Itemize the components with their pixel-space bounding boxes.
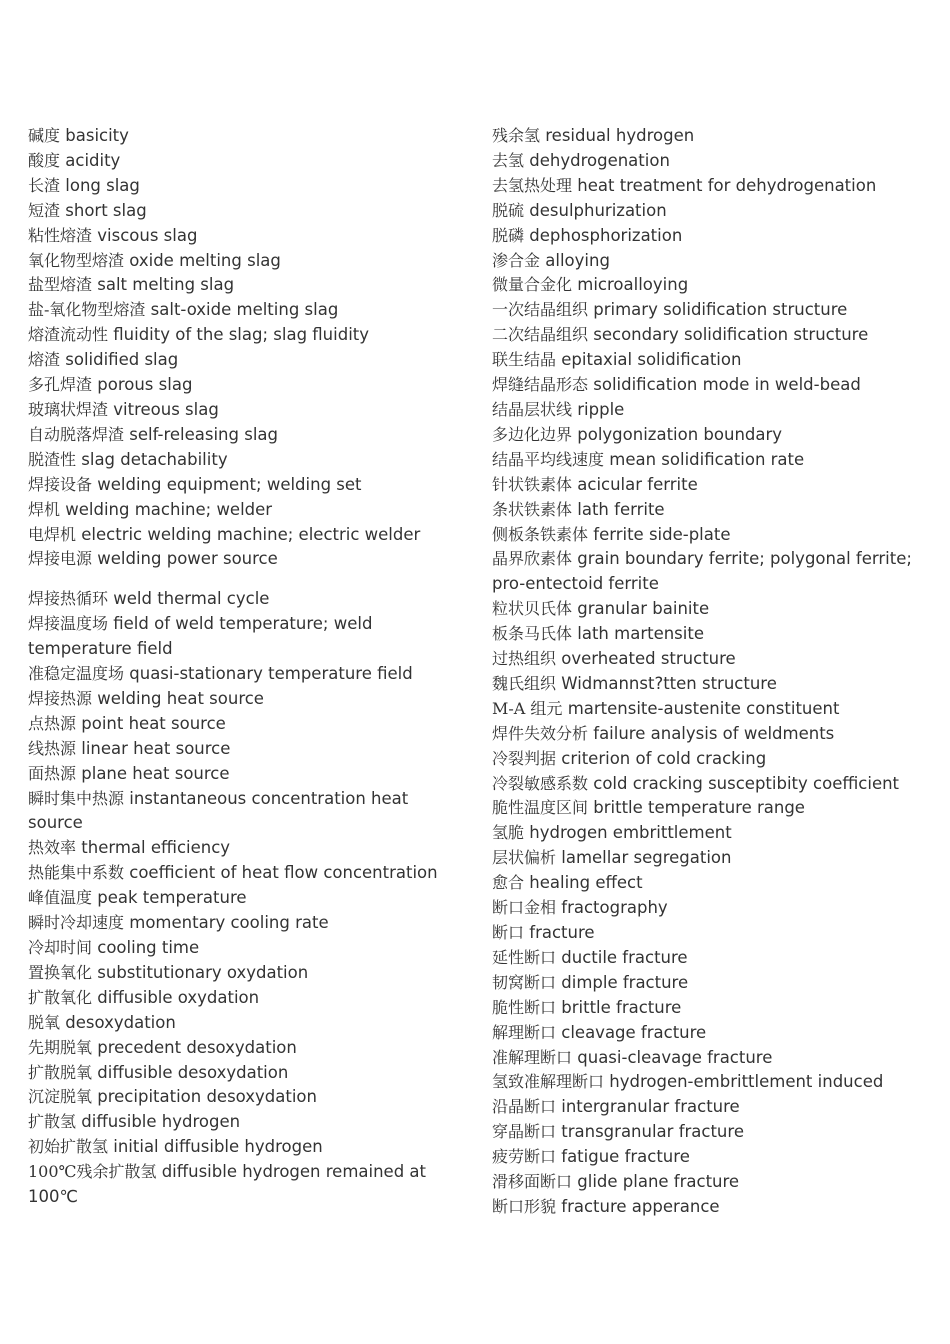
term-chinese: 准稳定温度场 [28,664,125,684]
term-chinese: 愈合 [492,873,525,893]
term-english: heat treatment for dehydrogenation [577,175,877,195]
term-chinese: M-A 组元 [492,698,563,718]
term-chinese: 联生结晶 [492,350,557,370]
term-english: short slag [65,200,147,220]
term-chinese: 脱氧 [28,1012,61,1032]
term-chinese: 扩散脱氧 [28,1062,93,1082]
term-english: transgranular fracture [561,1122,744,1142]
term-english: electric welding machine; electric welder [81,524,421,544]
term-english: martensite-austenite constituent [567,698,840,718]
glossary-entry [492,821,932,846]
glossary-entry [28,836,458,861]
term-english: precedent desoxydation [97,1037,297,1057]
term-english: solidified slag [65,350,179,370]
glossary-entry [492,498,932,523]
glossary-entry [28,498,458,523]
term-english: self-releasing slag [129,424,278,444]
term-chinese: 盐型熔渣 [28,275,93,295]
term-english: diffusible hydrogen [81,1112,241,1132]
term-chinese: 氢脆 [492,823,525,843]
term-chinese: 脱硫 [492,200,525,220]
term-chinese: 扩散氢 [28,1112,77,1132]
right-group [492,124,932,1220]
term-english: glide plane fracture [577,1172,740,1192]
term-english: brittle temperature range [593,798,805,818]
term-english: Widmannst?tten structure [561,673,777,693]
glossary-entry [492,547,932,597]
term-english: momentary cooling rate [129,913,329,933]
term-chinese: 先期脱氧 [28,1037,93,1057]
term-chinese: 微量合金化 [492,275,573,295]
glossary-entry [492,622,932,647]
term-english: acicular ferrite [577,474,698,494]
term-english: criterion of cold cracking [561,748,767,768]
term-chinese: 瞬时集中热源 [28,788,125,808]
term-chinese: 100℃残余扩散氢 [28,1162,157,1182]
glossary-entry [28,986,458,1011]
term-english: viscous slag [97,225,198,245]
glossary-entry [492,1095,932,1120]
term-chinese: 焊机 [28,499,61,519]
glossary-entry [28,687,458,712]
glossary-entry [28,249,458,274]
glossary-entry [28,961,458,986]
term-chinese: 熔渣流动性 [28,325,109,345]
term-chinese: 准解理断口 [492,1047,573,1067]
term-english: granular bainite [577,599,710,619]
glossary-entry [492,697,932,722]
term-chinese: 断口形貌 [492,1196,557,1216]
left-group-2 [28,587,458,1210]
term-chinese: 结晶平均线速度 [492,449,605,469]
term-chinese: 熔渣 [28,350,61,370]
term-chinese: 板条马氏体 [492,624,573,644]
term-chinese: 沿晶断口 [492,1097,557,1117]
term-chinese: 短渣 [28,200,61,220]
term-english: fluidity of the slag; slag fluidity [113,325,370,345]
term-chinese: 渗合金 [492,250,541,270]
term-english: desoxydation [65,1012,176,1032]
term-chinese: 穿晶断口 [492,1122,557,1142]
term-english: cold cracking susceptibity coefficient [593,773,900,793]
term-chinese: 冷裂敏感系数 [492,773,589,793]
glossary-entry [492,1021,932,1046]
term-chinese: 冷却时间 [28,938,93,957]
term-english: welding heat source [97,688,264,708]
term-english: peak temperature [97,888,247,908]
term-chinese: 电焊机 [28,524,77,544]
glossary-entry [28,1110,458,1135]
term-english: linear heat source [81,738,231,758]
glossary-entry [492,1046,932,1071]
glossary-entry [492,1070,932,1095]
glossary-entry [492,124,932,149]
glossary-entry [28,1036,458,1061]
term-english: diffusible oxydation [97,987,260,1007]
term-chinese: 晶界欣素体 [492,549,573,569]
glossary-entry [492,647,932,672]
glossary-entry [28,423,458,448]
term-chinese: 盐-氧化物型熔渣 [28,300,146,320]
glossary-entry [28,1085,458,1110]
term-chinese: 氧化物型熔渣 [28,250,125,270]
term-english: slag detachability [81,449,228,469]
term-chinese: 沉淀脱氧 [28,1087,93,1107]
right-column [492,124,932,1220]
glossary-entry [492,398,932,423]
glossary-entry [492,348,932,373]
glossary-entry [28,348,458,373]
term-english: polygonization boundary [577,424,783,444]
term-chinese: 焊接设备 [28,474,93,494]
term-chinese: 热能集中系数 [28,863,125,883]
term-chinese: 粒状贝氏体 [492,599,573,619]
term-english: precipitation desoxydation [97,1087,317,1107]
term-english: solidification mode in weld-bead [593,375,861,395]
glossary-entry [492,298,932,323]
term-english: field of weld temperature; weld temperature field [28,614,373,659]
glossary-entry [492,149,932,174]
term-english: hydrogen embrittlement [529,823,732,843]
glossary-entry [492,224,932,249]
term-english: substitutionary oxydation [97,962,309,982]
term-english: hydrogen-embrittlement induced [609,1072,884,1092]
term-chinese: 酸度 [28,150,61,170]
glossary-entry [28,398,458,423]
term-chinese: 脱渣性 [28,449,77,469]
term-english: ferrite side-plate [593,524,731,544]
term-chinese: 初始扩散氢 [28,1137,109,1157]
term-chinese: 疲劳断口 [492,1147,557,1167]
term-chinese: 过热组织 [492,649,557,669]
glossary-entry [492,473,932,498]
group-spacer [28,572,458,587]
term-chinese: 侧板条铁素体 [492,524,589,544]
term-english: fracture apperance [561,1196,720,1216]
term-english: lath martensite [577,624,704,644]
glossary-entry [28,662,458,687]
term-chinese: 自动脱落焊渣 [28,424,125,444]
glossary-entry [28,448,458,473]
term-english: vitreous slag [113,399,219,419]
term-english: overheated structure [561,649,736,669]
glossary-entry [492,772,932,797]
glossary-entry [28,1135,458,1160]
term-english: ripple [577,399,625,419]
glossary-entry [492,199,932,224]
term-chinese: 脱磷 [492,225,525,245]
term-chinese: 层状偏析 [492,848,557,868]
glossary-entry [492,373,932,398]
glossary-entry [28,712,458,737]
glossary-entry [28,861,458,886]
term-chinese: 多边化边界 [492,424,573,444]
term-chinese: 面热源 [28,763,77,783]
term-chinese: 置换氧化 [28,962,93,982]
term-chinese: 焊接电源 [28,549,93,569]
glossary-entry [28,298,458,323]
glossary-entry [492,597,932,622]
glossary-entry [28,373,458,398]
term-english: ductile fracture [561,947,688,967]
glossary-entry [492,971,932,996]
glossary-entry [28,911,458,936]
term-chinese: 玻璃状焊渣 [28,399,109,419]
glossary-entry [28,473,458,498]
glossary-entry [492,423,932,448]
term-english: instantaneous concentration heat source [28,788,409,833]
glossary-entry [492,871,932,896]
term-chinese: 峰值温度 [28,888,93,908]
glossary-entry [492,1120,932,1145]
term-chinese: 焊接热循环 [28,589,109,609]
term-chinese: 针状铁素体 [492,474,573,494]
glossary-entry [28,547,458,572]
term-chinese: 焊缝结晶形态 [492,375,589,395]
term-chinese: 焊件失效分析 [492,723,589,743]
term-english: cooling time [97,938,200,957]
term-english: acidity [65,150,121,170]
term-english: diffusible desoxydation [97,1062,289,1082]
term-english: intergranular fracture [561,1097,740,1117]
term-english: plane heat source [81,763,230,783]
term-english: dehydrogenation [529,150,670,170]
term-chinese: 粘性熔渣 [28,225,93,245]
glossary-entry [28,124,458,149]
term-english: mean solidification rate [609,449,805,469]
glossary-entry [28,174,458,199]
term-english: microalloying [577,275,689,295]
glossary-entry [492,174,932,199]
glossary-entry [28,886,458,911]
term-chinese: 一次结晶组织 [492,300,589,320]
term-chinese: 瞬时冷却速度 [28,913,125,933]
term-english: desulphurization [529,200,667,220]
glossary-entry [492,273,932,298]
term-chinese: 焊接温度场 [28,614,109,634]
glossary-entry [28,273,458,298]
term-english: welding machine; welder [65,499,273,519]
term-english: alloying [545,250,610,270]
glossary-entry [28,323,458,348]
glossary-entry [492,946,932,971]
term-chinese: 条状铁素体 [492,499,573,519]
glossary-entry [492,796,932,821]
term-chinese: 脆性温度区间 [492,798,589,818]
term-english: salt-oxide melting slag [150,300,339,320]
term-english: point heat source [81,713,226,733]
term-english: failure analysis of weldments [593,723,835,743]
term-english: dimple fracture [561,972,689,992]
glossary-entry [28,199,458,224]
term-english: quasi-stationary temperature field [129,664,413,684]
glossary-entry [492,1145,932,1170]
term-chinese: 氢致准解理断口 [492,1072,605,1092]
glossary-entry [28,1061,458,1086]
term-english: porous slag [97,375,193,395]
term-chinese: 二次结晶组织 [492,325,589,345]
glossary-entry [492,1195,932,1220]
glossary-entry [492,323,932,348]
term-chinese: 去氢 [492,150,525,170]
term-chinese: 韧窝断口 [492,972,557,992]
term-english: primary solidification structure [593,300,848,320]
term-chinese: 断口金相 [492,898,557,918]
term-chinese: 冷裂判据 [492,748,557,768]
term-chinese: 结晶层状线 [492,399,573,419]
glossary-entry [28,1011,458,1036]
glossary-entry [492,846,932,871]
term-english: dephosphorization [529,225,683,245]
glossary-entry [28,523,458,548]
term-chinese: 魏氏组织 [492,673,557,693]
glossary-entry [28,787,458,837]
term-english: welding equipment; welding set [97,474,362,494]
term-chinese: 去氢热处理 [492,175,573,195]
term-english: epitaxial solidification [561,350,742,370]
glossary-entry [492,448,932,473]
term-chinese: 点热源 [28,713,77,733]
left-group-1 [28,124,458,572]
glossary-entry [28,936,458,961]
term-chinese: 焊接热源 [28,688,93,708]
term-english: fractography [561,898,668,918]
term-english: diffusible hydrogen remained at 100℃ [28,1162,427,1207]
term-chinese: 延性断口 [492,947,557,967]
term-english: oxide melting slag [129,250,281,270]
term-chinese: 断口 [492,923,525,942]
term-english: initial diffusible hydrogen [113,1137,323,1157]
term-english: thermal efficiency [81,838,231,858]
term-english: grain boundary ferrite; polygonal ferrite; pro-entectoid ferrite [492,549,912,594]
term-chinese: 碱度 [28,126,61,145]
term-english: cleavage fracture [561,1022,707,1042]
glossary-entry [492,672,932,697]
term-chinese: 线热源 [28,738,77,758]
term-chinese: 长渣 [28,175,61,195]
term-english: welding power source [97,549,278,569]
glossary-entry [28,612,458,662]
left-column [28,124,458,1210]
glossary-entry [492,921,932,946]
term-english: secondary solidification structure [593,325,869,345]
term-english: lath ferrite [577,499,665,519]
glossary-entry [492,896,932,921]
term-chinese: 脆性断口 [492,997,557,1017]
term-chinese: 热效率 [28,838,77,858]
term-english: lamellar segregation [561,848,732,868]
term-chinese: 解理断口 [492,1022,557,1042]
glossary-entry [492,249,932,274]
term-english: brittle fracture [561,997,682,1017]
term-chinese: 残余氢 [492,126,541,145]
glossary-entry [28,762,458,787]
term-chinese: 滑移面断口 [492,1172,573,1192]
glossary-entry [28,149,458,174]
term-chinese: 扩散氧化 [28,987,93,1007]
glossary-entry [492,996,932,1021]
glossary-entry [28,224,458,249]
glossary-entry [492,523,932,548]
term-english: salt melting slag [97,275,235,295]
glossary-entry [28,587,458,612]
term-english: basicity [65,126,129,145]
term-english: coefficient of heat flow concentration [129,863,438,883]
glossary-entry [492,1170,932,1195]
term-english: fracture [529,923,595,942]
glossary-entry [28,737,458,762]
term-english: fatigue fracture [561,1147,690,1167]
glossary-entry [28,1160,458,1210]
term-english: residual hydrogen [545,126,695,145]
term-chinese: 多孔焊渣 [28,375,93,395]
term-english: long slag [65,175,140,195]
term-english: quasi-cleavage fracture [577,1047,773,1067]
term-english: healing effect [529,873,643,893]
glossary-entry [492,722,932,747]
term-english: weld thermal cycle [113,589,270,609]
glossary-entry [492,747,932,772]
